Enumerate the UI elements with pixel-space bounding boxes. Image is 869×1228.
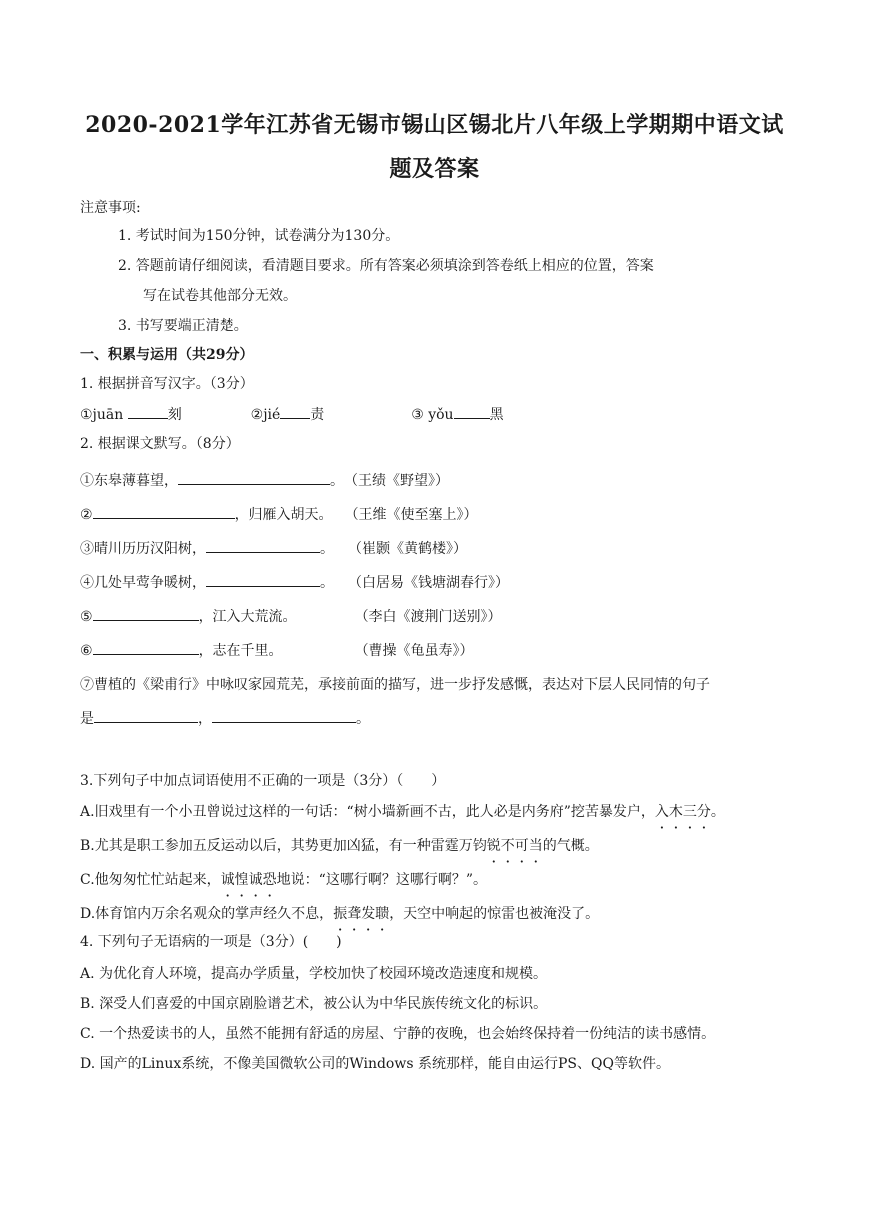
q1-item-3-suffix: 黑 — [489, 407, 504, 423]
q2-line-3-text: ③晴川历历汉阳树， — [80, 541, 206, 557]
dotted-char: 锐 — [486, 838, 501, 854]
q2-line-2-source: （王维《使至塞上》） — [344, 507, 478, 523]
q1-item-3-blank[interactable] — [454, 404, 490, 419]
dotted-char: 恐 — [262, 872, 277, 888]
q2-line-1-blank[interactable] — [178, 470, 330, 485]
dotted-char: 入 — [654, 804, 669, 820]
q2-line-7b — [80, 708, 370, 729]
q2-line-7b-text: 是 — [80, 711, 94, 727]
q2-line-5-blank[interactable] — [93, 606, 199, 621]
dotted-char: 诚 — [220, 872, 235, 888]
q3-option-a-post: 。 — [710, 804, 725, 820]
q3-option-c-text: C.他匆匆忙忙站起来， — [80, 872, 221, 888]
q3-option-a-text: A.旧戏里有一个小丑曾说过这样的一句话：“树小墙新画不古，此人必是内务府”挖苦暴发户， — [80, 804, 655, 820]
q2-line-1-post: 。 — [330, 473, 344, 489]
q2-line-7a: ⑦曹植的《梁甫行》中咏叹家园荒芜，承接前面的描写，进一步抒发感慨，表达对下层人民同情的句子 — [80, 677, 710, 693]
q1-items — [80, 404, 504, 425]
q3-stem: 3.下列句子中加点词语使用不正确的一项是（3分）（ ） — [80, 773, 446, 789]
section1-heading: 一、积累与运用（共29分） — [80, 347, 254, 363]
q2-line-2-post: ，归雁入胡天。 — [234, 507, 333, 523]
q2-line-5 — [80, 606, 502, 627]
q3-option-d-text: D.体育馆内万余名观众的掌声经久不息， — [80, 906, 334, 922]
q1-item-2-suffix: 责 — [310, 407, 325, 423]
dotted-char: 当 — [528, 838, 543, 854]
q2-line-3-blank[interactable] — [206, 538, 320, 553]
dotted-char: 木 — [668, 804, 683, 820]
q2-line-4-source: （白居易《钱塘湖春行》） — [348, 575, 509, 591]
q2-line-4-post: 。 — [320, 575, 334, 591]
q3-option-c — [80, 870, 487, 890]
q3-option-b — [80, 836, 599, 856]
q3-option-b-dotted — [487, 838, 543, 854]
dotted-char: 聩 — [375, 906, 390, 922]
q1-item-1-prefix: ①juān — [80, 407, 128, 423]
notice-item-3: 3. 书写要端正清楚。 — [118, 318, 248, 334]
q4-option-c: C. 一个热爱读书的人，虽然不能拥有舒适的房屋、宁静的夜晚，也会始终保持着一份纯洁的读书感情。 — [80, 1026, 716, 1042]
q2-line-5-post: ，江入大荒流。 — [198, 609, 297, 625]
q3-option-d-dotted — [333, 906, 389, 922]
q2-line-5-source: （李白《渡荆门送别》） — [354, 609, 502, 625]
q2-line-5-text: ⑤ — [80, 609, 93, 625]
q2-line-7b-post: 。 — [356, 711, 370, 727]
q1-item-3-prefix: ③ yǒu — [411, 407, 454, 423]
q3-option-a — [80, 802, 725, 822]
q2-line-3-post: 。 — [320, 541, 334, 557]
q4-option-d: D. 国产的Linux系统，不像美国微软公司的Windows 系统那样，能自由运行PS、QQ等软件。 — [80, 1056, 670, 1072]
q2-line-6-post: ，志在千里。 — [198, 643, 283, 659]
dotted-char: 聋 — [347, 906, 362, 922]
q1-item-1-blank[interactable] — [128, 404, 168, 419]
q2-line-6-text: ⑥ — [80, 643, 93, 659]
q3-option-d-post: ，天空中响起的惊雷也被淹没了。 — [389, 906, 600, 922]
q2-line-6-blank[interactable] — [93, 640, 199, 655]
q2-line-7b-blank-1[interactable] — [94, 708, 198, 723]
q1-stem: 1. 根据拼音写汉字。（3分） — [80, 376, 254, 392]
q3-option-d — [80, 904, 599, 924]
q1-item-2-prefix: ②jié — [250, 407, 281, 423]
notice-item-1: 1. 考试时间为150分钟，试卷满分为130分。 — [118, 228, 400, 244]
q2-line-6-source: （曹操《龟虽寿》） — [354, 643, 474, 659]
q4-stem: 4. 下列句子无语病的一项是（3分）( ) — [80, 934, 342, 950]
dotted-char: 分 — [696, 804, 711, 820]
dotted-char: 惶 — [234, 872, 249, 888]
q3-option-b-text: B.尤其是职工参加五反运动以后，其势更加凶猛，有一种雷霆万钧 — [80, 838, 487, 854]
dotted-char: 诚 — [248, 872, 263, 888]
document-title-line1: 2020-2021学年江苏省无锡市锡山区锡北片八年级上学期期中语文试 — [85, 112, 784, 138]
notice-heading: 注意事项: — [80, 200, 141, 216]
dotted-char: 可 — [514, 838, 529, 854]
q2-line-2-blank[interactable] — [93, 504, 235, 519]
q2-line-7b-mid: ， — [198, 711, 212, 727]
dotted-char: 不 — [500, 838, 515, 854]
document-title-line2: 题及答案 — [389, 156, 480, 182]
q2-line-1-source: （王绩《野望》） — [344, 473, 449, 489]
q2-line-3 — [80, 538, 467, 559]
notice-item-2-cont: 写在试卷其他部分无效。 — [143, 288, 297, 304]
dotted-char: 三 — [682, 804, 697, 820]
q2-line-3-source: （崔颢《黄鹤楼》） — [348, 541, 467, 557]
q2-line-4-blank[interactable] — [206, 572, 320, 587]
q2-line-2 — [80, 504, 478, 525]
dotted-char: 振 — [333, 906, 348, 922]
q2-line-4 — [80, 572, 509, 593]
q4-option-a: A. 为优化育人环境，提高办学质量，学校加快了校园环境改造速度和规模。 — [80, 966, 548, 982]
q3-option-c-post: 地说：“这哪行啊？这哪行啊？”。 — [276, 872, 487, 888]
notice-item-2: 2. 答题前请仔细阅读，看清题目要求。所有答案必须填涂到答卷纸上相应的位置，答案 — [118, 258, 654, 274]
q2-line-4-text: ④几处早莺争暖树， — [80, 575, 206, 591]
q2-line-2-text: ② — [80, 507, 93, 523]
q1-item-2-blank[interactable] — [280, 404, 310, 419]
q2-line-7b-blank-2[interactable] — [212, 708, 356, 723]
q2-stem: 2. 根据课文默写。（8分） — [80, 436, 240, 452]
dotted-char: 发 — [361, 906, 376, 922]
q1-item-1-suffix: 刻 — [167, 407, 182, 423]
q4-option-b: B. 深受人们喜爱的中国京剧脸谱艺术，被公认为中华民族传统文化的标识。 — [80, 996, 548, 1012]
q3-option-b-post: 的气概。 — [542, 838, 599, 854]
q3-option-a-dotted — [655, 804, 711, 820]
q3-option-c-dotted — [221, 872, 277, 888]
q2-line-1 — [80, 470, 449, 491]
q2-line-6 — [80, 640, 474, 661]
q2-line-1-text: ①东皋薄暮望， — [80, 473, 178, 489]
